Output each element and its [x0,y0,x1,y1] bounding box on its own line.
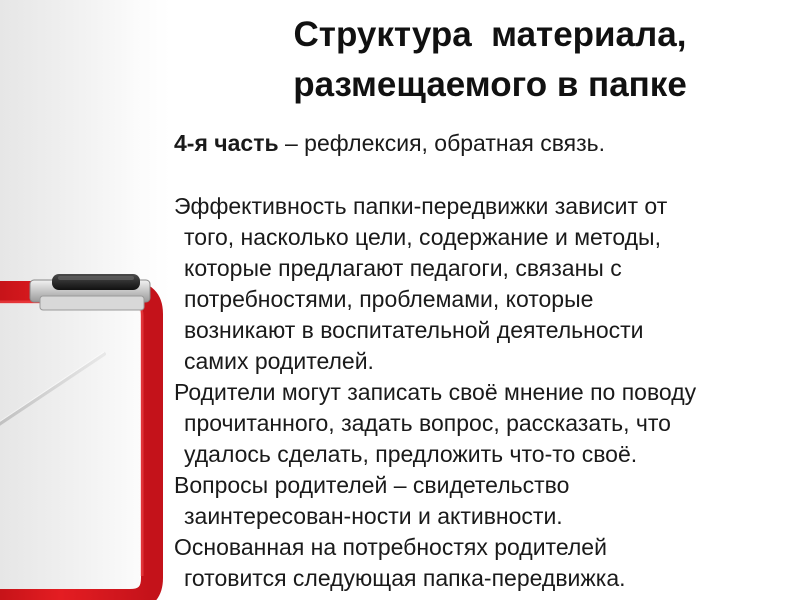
title-line-1: Структура материала, [293,15,687,54]
paragraph-line: прочитанного, задать вопрос, рассказать, что [184,410,671,436]
paragraph-line: готовится следующая папка-передвижка. [184,565,626,591]
slide-title [230,10,750,110]
paragraph-line: самих родителей. [184,348,374,374]
paragraph-line: удалось сделать, предложить что-то своё. [184,441,638,467]
lead-bold: 4-я часть [174,130,279,156]
paragraph-line: потребностями, проблемами, которые [184,286,594,312]
clipboard-clip [30,274,150,310]
paragraph-line: заинтересован-ности и активности. [184,503,563,529]
paragraph-parents-opinion [174,377,784,470]
paragraph-parents-questions [174,470,784,532]
paragraph-line: Родители могут записать своё мнение по поводу [174,379,697,405]
paragraph-next-folder [174,532,784,594]
paragraph-line: Эффективность папки-передвижки зависит от [174,193,668,219]
paragraph-line: Вопросы родителей – свидетельство [174,472,570,498]
paragraph-line: которые предлагают педагоги, связаны с [184,255,622,281]
lead-line [174,128,784,159]
slide-body [174,128,784,594]
title-line-2: размещаемого в папке [293,65,687,104]
paragraph-line: Основанная на потребностях родителей [174,534,607,560]
paragraph-line: того, насколько цели, содержание и методы, [184,224,661,250]
lead-rest: – рефлексия, обратная связь. [278,130,606,156]
clipboard-icon [0,0,180,600]
paragraph-line: возникают в воспитательной деятельности [184,317,644,343]
clipboard-frame [0,292,152,600]
paragraph-effectiveness [174,191,784,377]
